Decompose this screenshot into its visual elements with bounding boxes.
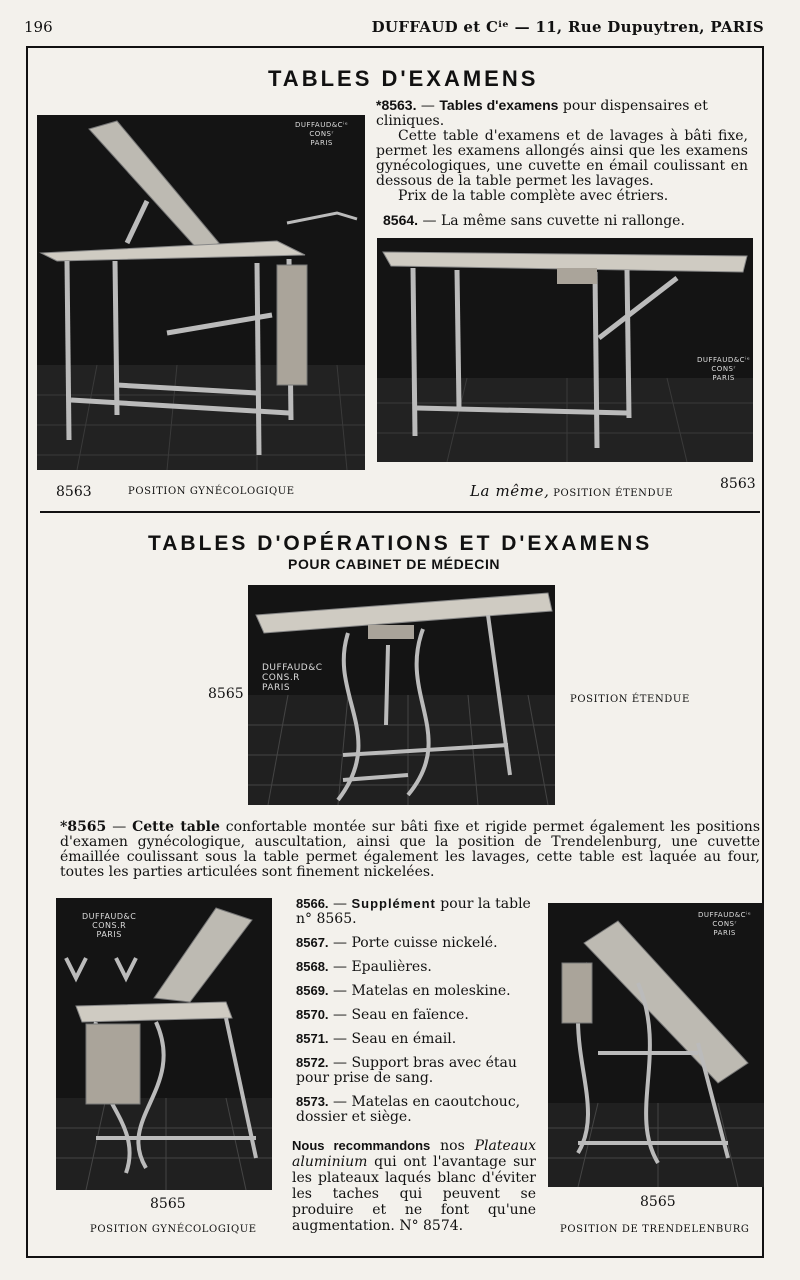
page-header <box>24 16 764 38</box>
figure-caption-right: La même, POSITION ÉTENDUE <box>470 482 674 500</box>
firm-address: DUFFAUD et Cⁱᵉ — 11, Rue Dupuytren, PARIS <box>371 18 764 36</box>
list-item: 8573. — Matelas en caoutchouc, dossier et siège. <box>296 1094 521 1125</box>
item-8563: *8563. — Tables d'examens pour dispensaires et cliniques. Cette table d'examens et de lavages à bâti fixe, permet les examens allongés ainsi que les examens gynécologiques, une cuvette en émail coulissant en dessous de la table permet les lavages. Prix de la table complète avec étriers. <box>376 97 748 204</box>
figure-caption-left: POSITION GYNÉCOLOGIQUE <box>128 486 295 497</box>
section-divider <box>40 511 760 513</box>
table-illustration <box>248 585 555 805</box>
section2-title: TABLES D'OPÉRATIONS ET D'EXAMENS <box>148 532 653 555</box>
list-item: 8571. — Seau en émail. <box>296 1031 457 1047</box>
page-number: 196 <box>24 18 53 36</box>
section2-subtitle: POUR CABINET DE MÉDECIN <box>288 556 501 572</box>
item-name: Tables d'examens <box>439 97 559 113</box>
item-code: *8563. <box>376 97 417 113</box>
photo-8563-gyneco <box>37 115 365 470</box>
photo-8565-gyneco <box>56 898 272 1190</box>
figure-number-left: 8563 <box>56 484 92 500</box>
list-item: 8569. — Matelas en moleskine. <box>296 983 511 999</box>
list-item: 8570. — Seau en faïence. <box>296 1007 469 1023</box>
maker-stamp: DUFFAUD&Cⁱᵉ CONSʳ PARIS <box>698 911 752 937</box>
table-illustration <box>548 903 764 1187</box>
list-item: 8568. — Epaulières. <box>296 959 432 975</box>
maker-stamp: DUFFAUD&Cⁱᵉ CONSʳ PARIS <box>295 121 349 147</box>
figure-number-bottom-right: 8565 <box>640 1194 676 1210</box>
figure-caption-center: POSITION ÉTENDUE <box>570 694 690 705</box>
table-illustration <box>37 115 365 470</box>
section1-title: TABLES D'EXAMENS <box>268 66 539 91</box>
maker-stamp: DUFFAUD&Cⁱᵉ CONSʳ PARIS <box>697 356 751 382</box>
maker-stamp: DUFFAUD&C CONS.R PARIS <box>82 912 137 939</box>
photo-8565-etendue <box>248 585 555 805</box>
figure-number-center: 8565 <box>208 686 244 702</box>
table-illustration <box>56 898 272 1190</box>
figure-number-right: 8563 <box>720 476 756 492</box>
figure-caption-bottom-left: POSITION GYNÉCOLOGIQUE <box>90 1224 257 1235</box>
recommendation-note: Nous recommandons nos Plateaux aluminium qui ont l'avantage sur les plateaux laqués blanc d'éviter les taches qui peuvent se produire et ne font qu'une augmentation. N° 8574. <box>292 1138 536 1234</box>
list-item: 8566. — Supplément pour la table n° 8565. <box>296 896 531 927</box>
figure-caption-bottom-right: POSITION DE TRENDELENBURG <box>560 1224 750 1235</box>
item-8565-description: *8565 — Cette table confortable montée sur bâti fixe et rigide permet également les positions d'examen gynécologique, auscultation, ainsi que la position de Trendelenburg, une cuvette émaillée coulissant sous la table permet également les lavages, cette table est laquée au four, toutes les parties articulées sont finement nickelées. <box>60 819 761 880</box>
maker-stamp: DUFFAUD&C CONS.R PARIS <box>262 663 323 693</box>
photo-8563-etendue <box>377 238 753 462</box>
table-illustration <box>377 238 753 462</box>
accessories-list <box>296 896 540 1133</box>
list-item: 8567. — Porte cuisse nickelé. <box>296 935 498 951</box>
photo-8565-trendelenburg <box>548 903 764 1187</box>
figure-number-bottom-left: 8565 <box>150 1196 186 1212</box>
item-description: Cette table d'examens et de lavages à bâti fixe, permet les examens allongés ainsi que les examens gynécologiques, une cuvette en émail coulissant en dessous de la table permet les lavages. <box>376 128 748 189</box>
item-price-note: Prix de la table complète avec étriers. <box>398 188 669 204</box>
list-item: 8572. — Support bras avec étau pour prise de sang. <box>296 1055 517 1086</box>
item-8564: 8564. — La même sans cuvette ni rallonge. <box>383 212 685 229</box>
